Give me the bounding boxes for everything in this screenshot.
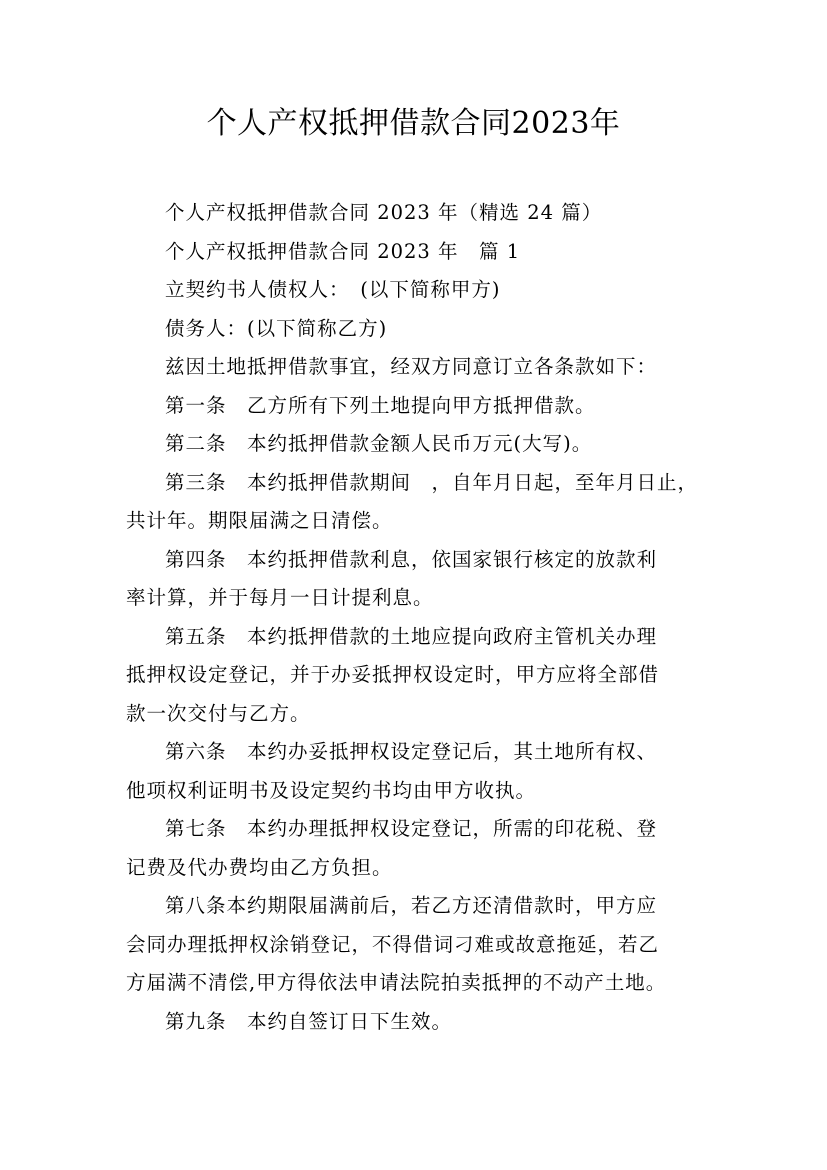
- paragraph-line: 债务人：(以下简称乙方): [165, 316, 388, 340]
- paragraph-line: 第七条 本约办理抵押权设定登记，所需的印花税、登: [165, 817, 658, 840]
- paragraph-line: 记费及代办费均由乙方负担。: [126, 855, 393, 879]
- paragraph-line: 个人产权抵押借款合同 2023 年（精选 24 篇）: [165, 201, 603, 224]
- paragraph: [126, 348, 701, 387]
- paragraph-line: 第六条 本约办妥抵押权设定登记后，其土地所有权、: [165, 740, 658, 763]
- paragraph-line: 个人产权抵押借款合同 2023 年 篇 1: [165, 239, 521, 263]
- paragraph-line: 款一次交付与乙方。: [126, 701, 311, 725]
- document-body: [126, 194, 701, 1041]
- paragraph-line: 第九条 本约自签订日下生效。: [165, 1009, 453, 1033]
- paragraph-line: 会同办理抵押权涂销登记，不得借词刁难或故意拖延，若乙: [126, 932, 660, 956]
- paragraph: [126, 310, 701, 349]
- paragraph-line: 抵押权设定登记，并于办妥抵押权设定时，甲方应将全部借: [126, 663, 660, 686]
- paragraph: [126, 194, 701, 233]
- paragraph-line: 兹因土地抵押借款事宜，经双方同意订立各条款如下：: [165, 355, 658, 378]
- paragraph: [126, 425, 701, 464]
- paragraph-line: 方届满不清偿,甲方得依法申请法院拍卖抵押的不动产土地。: [126, 971, 667, 994]
- paragraph: [126, 887, 701, 1003]
- paragraph-line: 共计年。期限届满之日清偿。: [126, 509, 393, 532]
- paragraph-line: 第三条 本约抵押借款期间 ，自年月日起，至年月日止，: [165, 470, 699, 494]
- paragraph-line: 立契约书人债权人： (以下简称甲方): [165, 278, 501, 301]
- paragraph: [126, 541, 701, 618]
- paragraph: [126, 733, 701, 810]
- paragraph: [126, 618, 701, 734]
- document-title: 个人产权抵押借款合同2023年: [206, 106, 621, 141]
- paragraph: [126, 387, 701, 426]
- paragraph: [126, 464, 701, 541]
- paragraph-line: 第一条 乙方所有下列土地提向甲方抵押借款。: [165, 393, 596, 417]
- paragraph-line: 第五条 本约抵押借款的土地应提向政府主管机关办理: [165, 624, 658, 648]
- paragraph: [126, 810, 701, 887]
- paragraph-line: 第四条 本约抵押借款利息，依国家银行核定的放款利: [165, 547, 658, 571]
- paragraph: [126, 271, 701, 310]
- paragraph: [126, 233, 701, 272]
- paragraph-line: 第八条本约期限届满前后，若乙方还清借款时，甲方应: [165, 894, 658, 917]
- paragraph-line: 率计算，并于每月一日计提利息。: [126, 586, 434, 609]
- paragraph-line: 他项权利证明书及设定契约书均由甲方收执。: [126, 778, 537, 802]
- paragraph-line: 第二条 本约抵押借款金额人民币万元(大写)。: [165, 432, 593, 455]
- paragraph: [126, 1003, 701, 1042]
